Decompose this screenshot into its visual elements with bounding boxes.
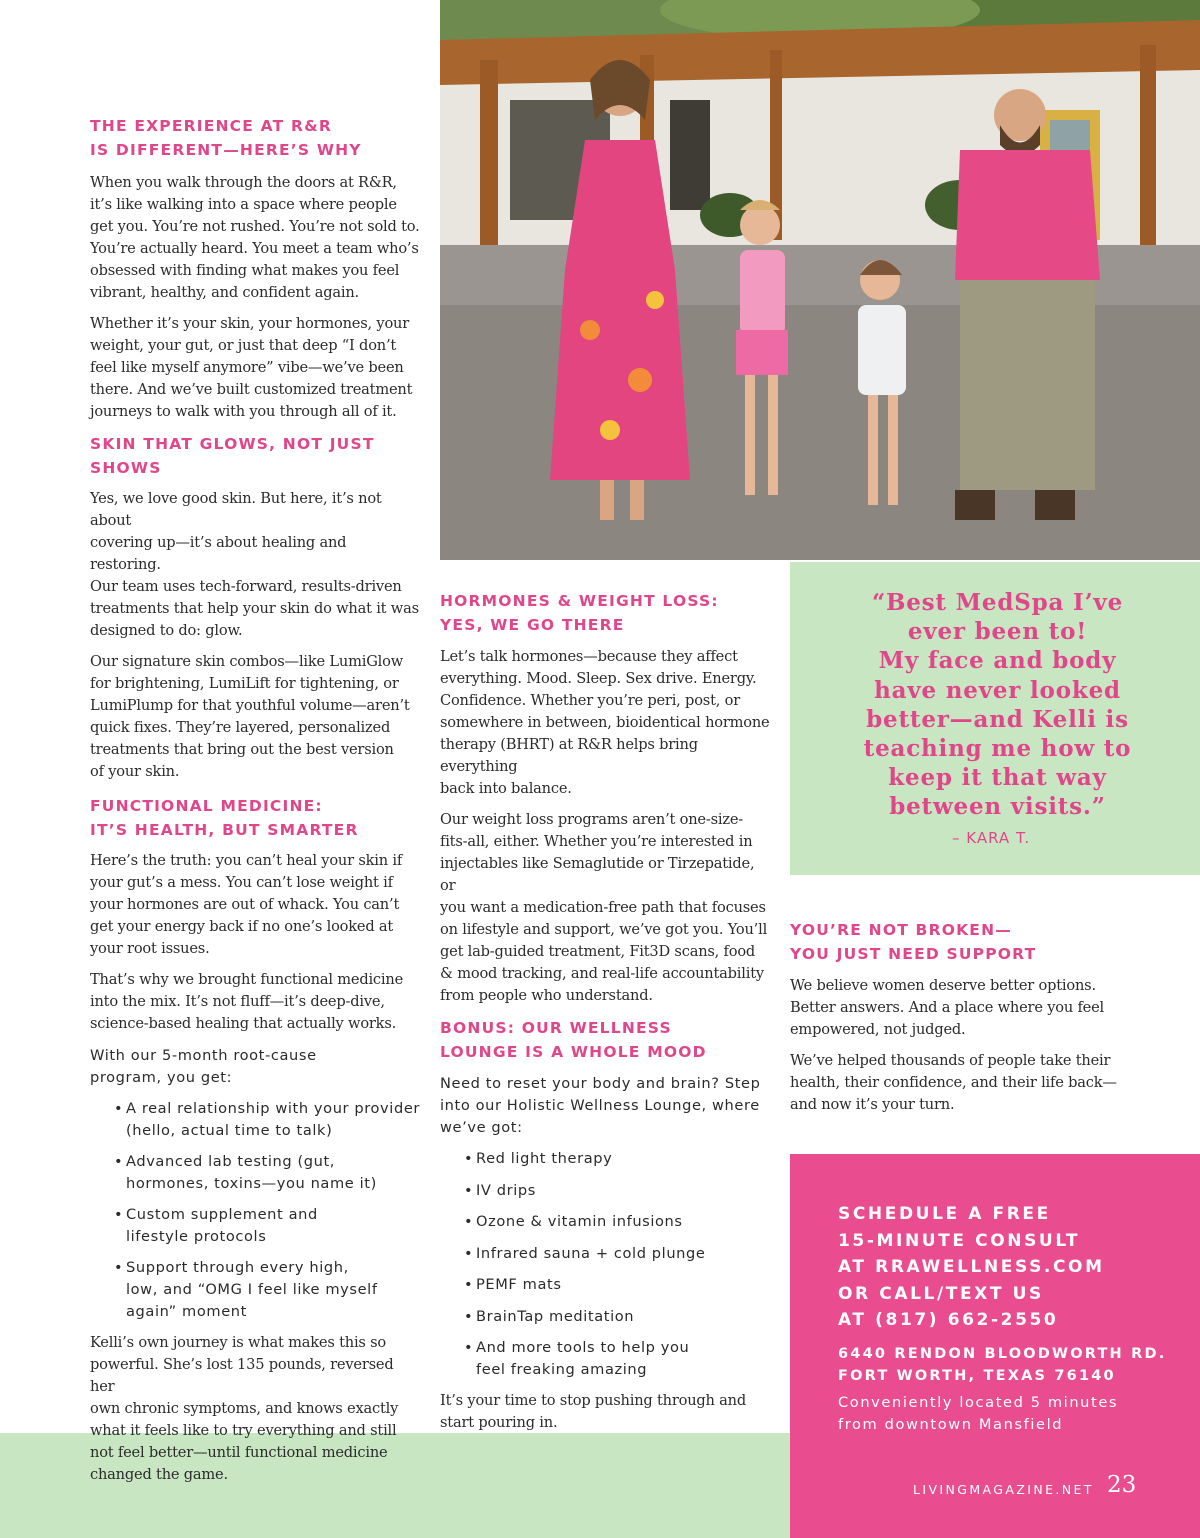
section-heading-skin: SKIN THAT GLOWS, NOT JUST SHOWS — [90, 435, 375, 477]
section-heading-hormones: HORMONES & WEIGHT LOSS: YES, WE GO THERE — [440, 592, 719, 634]
column-middle — [440, 589, 770, 1434]
bullet-icon: • — [464, 1244, 474, 1262]
list-item: • BrainTap meditation — [464, 1306, 770, 1328]
section-heading-support: YOU’RE NOT BROKEN— YOU JUST NEED SUPPORT — [790, 921, 1037, 963]
footer-site-name: LIVINGMAGAZINE.NET — [913, 1482, 1094, 1497]
list-item: • Ozone & vitamin infusions — [464, 1211, 770, 1233]
list-item: • And more tools to help you feel freaking amazing — [464, 1339, 690, 1378]
bullet-icon: • — [114, 1153, 124, 1170]
paragraph-experience-2: Whether it’s your skin, your hormones, your weight, your gut, or just that deep “I don’t feel like myself anymore” vibe—we’ve been there. And we’ve built customized treatment journeys to walk with you through all of it. — [90, 315, 413, 420]
paragraph-skin-1: Yes, we love good skin. But here, it’s not about covering up—it’s about healing and restoring. Our team uses tech-forward, results-driven treatments that help your skin do what it was designed to do: glow. — [90, 490, 419, 639]
list-item: • A real relationship with your provider (hello, actual time to talk) — [114, 1100, 420, 1139]
cta-address: 6440 RENDON BLOODWORTH RD. FORT WORTH, TEXAS 76140 — [838, 1345, 1167, 1384]
bullet-icon: • — [464, 1213, 474, 1230]
page-number: 23 — [1107, 1472, 1137, 1498]
list-item: • IV drips — [464, 1180, 770, 1202]
bullet-icon: • — [464, 1181, 474, 1199]
program-benefits-list — [114, 1098, 420, 1323]
paragraph-experience-1: When you walk through the doors at R&R, it’s like walking into a space where people get you. You’re not rushed. You’re not sold to. You’re actually heard. You meet a team who’s obsessed with finding what makes you feel vibrant, healthy, and confident again. — [90, 174, 420, 301]
paragraph-kelli-journey: Kelli’s own journey is what makes this so powerful. She’s lost 135 pounds, reversed her own chronic symptoms, and knows exactly what it feels like to try everything and still not feel better—until functional medicine changed the game. — [90, 1334, 399, 1483]
list-item: • Support through every high, low, and “OMG I feel like myself again” moment — [114, 1259, 378, 1320]
paragraph-closing: It’s your time to stop pushing through and start pouring in. — [440, 1392, 747, 1431]
column-left — [90, 114, 420, 1486]
paragraph-skin-2: Our signature skin combos—like LumiGlow for brightening, LumiLift for tightening, or LumiPlump for that youthful volume—aren’t quick fixes. They’re layered, personalized treatments that bring out the best version of your skin. — [90, 653, 410, 780]
lounge-list-intro: Need to reset your body and brain? Step into our Holistic Wellness Lounge, where we’ve got: — [440, 1075, 761, 1136]
cta-location-note: Conveniently located 5 minutes from downtown Mansfield — [838, 1393, 1119, 1433]
bullet-icon: • — [464, 1307, 474, 1325]
paragraph-support-1: We believe women deserve better options. Better answers. And a place where you feel empowered, not judged. — [790, 977, 1105, 1038]
list-item: • PEMF mats — [464, 1274, 770, 1296]
quote-author: – KARA T. — [952, 829, 1031, 847]
paragraph-functional-2: That’s why we brought functional medicine into the mix. It’s not fluff—it’s deep-dive, science-based healing that actually works. — [90, 971, 404, 1032]
testimonial-quote — [820, 588, 1175, 822]
list-item: • Infrared sauna + cold plunge — [464, 1243, 770, 1265]
list-item: • Custom supplement and lifestyle protocols — [114, 1206, 318, 1245]
list-item: • Advanced lab testing (gut, hormones, toxins—you name it) — [114, 1153, 377, 1192]
website-link[interactable]: AT RRAWELLNESS.COM — [838, 1257, 1105, 1277]
bullet-icon: • — [114, 1206, 124, 1223]
section-heading-experience: THE EXPERIENCE AT R&R IS DIFFERENT—HERE’S WHY — [90, 117, 362, 159]
paragraph-hormones-1: Let’s talk hormones—because they affect everything. Mood. Sleep. Sex drive. Energy. Confidence. Whether you’re peri, post, or somewhere in between, bioidentical hormone therapy (BHRT) at R&R helps bring everything back into balance. — [440, 648, 770, 797]
bullet-icon: • — [464, 1276, 474, 1293]
bullet-icon: • — [114, 1100, 124, 1117]
paragraph-weight-loss: Our weight loss programs aren’t one-size- fits-all, either. Whether you’re interested in injectables like Semaglutide or Tirzepatide, or you want a medication-free path that focuses on lifestyle and support, we’ve got you. You’ll get lab-guided treatment, Fit3D scans, food & mood tracking, and real-life accountability from people who understand. — [440, 811, 768, 1004]
section-heading-wellness-lounge: BONUS: OUR WELLNESS LOUNGE IS A WHOLE MOOD — [440, 1019, 707, 1061]
family-photo — [440, 0, 1200, 560]
cta-headline: SCHEDULE A FREE 15-MINUTE CONSULT AT RRAWELLNESS.COM OR CALL/TEXT US AT (817) 662-2550 — [838, 1201, 1183, 1334]
paragraph-functional-1: Here’s the truth: you can’t heal your skin if your gut’s a mess. You can’t lose weight if your hormones are out of whack. You can’t get your energy back if no one’s looked at your root issues. — [90, 852, 403, 957]
cta-content — [838, 1201, 1183, 1437]
list-item: • Red light therapy — [464, 1148, 770, 1170]
quote-text: “Best MedSpa I’ve ever been to! My face and body have never looked better—and Kelli is teaching me how to keep it that way between visits.” — [863, 589, 1132, 821]
column-right — [790, 918, 1140, 1116]
lounge-amenities-list — [464, 1148, 770, 1381]
paragraph-support-2: We’ve helped thousands of people take their health, their confidence, and their life back— and now it’s your turn. — [790, 1052, 1117, 1113]
section-heading-functional: FUNCTIONAL MEDICINE: IT’S HEALTH, BUT SMARTER — [90, 797, 359, 839]
program-list-intro: With our 5-month root-cause program, you get: — [90, 1047, 317, 1086]
bullet-icon: • — [464, 1339, 474, 1356]
bullet-icon: • — [464, 1150, 474, 1167]
phone-link[interactable]: AT (817) 662-2550 — [838, 1310, 1059, 1330]
bullet-icon: • — [114, 1259, 124, 1276]
